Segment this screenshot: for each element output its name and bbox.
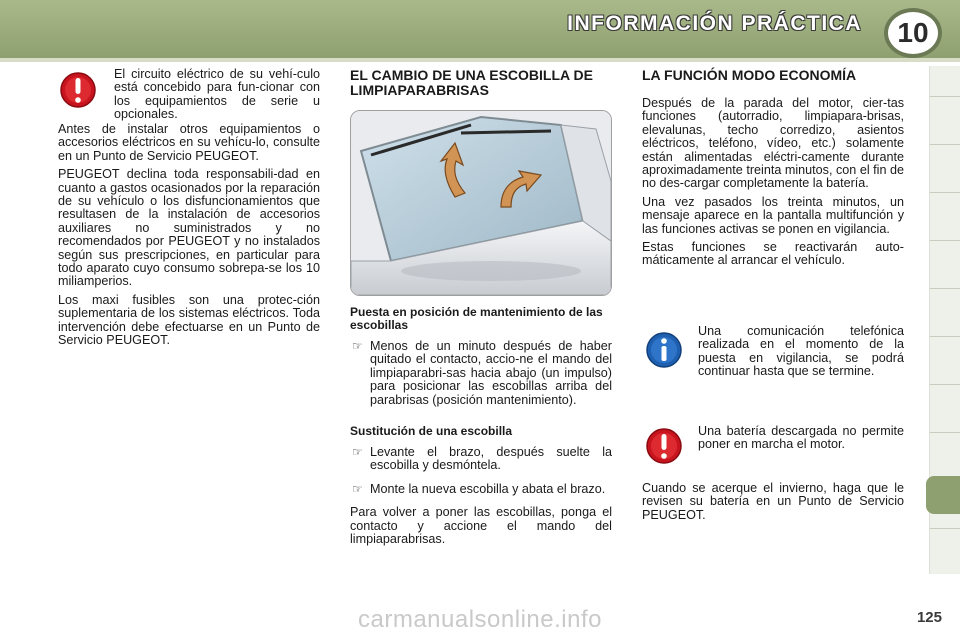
paragraph: PEUGEOT declina toda responsabili-dad en cuanto a gastos ocasionados por la reparación de su vehículo o los disfuncionamientos que resultasen de la instalación de accesorios auxiliares no suministrados y no recomendados por PEUGEOT y no instalados según sus prescripciones, en particular para todo aparato cuyo consumo sobrepa-se los 10 miliamperios. — [58, 167, 320, 289]
right-column — [642, 68, 904, 273]
battery-warning-note: Una batería descargada no permite poner en marcha el motor. — [698, 424, 904, 452]
exclamation-warning-icon — [646, 426, 682, 466]
paragraph: Cuando se acerque el invierno, haga que le revisen su batería en un Punto de Servicio PEUGEOT. — [642, 481, 904, 522]
watermark: carmanualsonline.info — [358, 606, 602, 633]
left-column — [58, 123, 320, 353]
paragraph: Una vez pasados los treinta minutos, un mensaje aparece en la pantalla multifunción y las funciones activas se ponen en vigilancia. — [642, 194, 904, 236]
pointing-finger-icon: ☞ — [352, 445, 363, 460]
chapter-number-badge: 10 — [884, 8, 942, 58]
chapter-banner — [0, 0, 960, 62]
list-item: ☞ Monte la nueva escobilla y abata el brazo. — [352, 481, 606, 496]
paragraph: Antes de instalar otros equipamientos o accesorios eléctricos en su vehícu-lo, consulte en un Punto de Servicio PEUGEOT. — [58, 122, 320, 163]
pointing-finger-icon: ☞ — [352, 339, 363, 353]
section-title: EL CAMBIO DE UNA ESCOBILLA DE LIMPIAPARABRISAS — [350, 67, 593, 98]
middle-column-body — [350, 306, 612, 551]
subsection-title: Sustitución de una escobilla — [350, 424, 513, 439]
electrical-warning-note: El circuito eléctrico de su vehí-culo está concebido para fun-cionar con los equipamientos de serie u opcionales. — [114, 67, 320, 122]
subsection-title: Puesta en posición de mantenimiento de las escobillas — [350, 305, 603, 332]
middle-column-header — [350, 68, 612, 112]
paragraph: Estas funciones se reactivarán auto-máticamente al arrancar el vehículo. — [642, 240, 904, 268]
paragraph: Después de la parada del motor, cier-tas funciones (autorradio, limpiapara-brisas, elevalunas, techo corredizo, asientos eléctricos, teléfono, vídeo, etc.) solamente están alimentadas eléctri-camente durante aproximadamente treinta minutos, con el fin de no des-cargar completamente la batería. — [642, 96, 904, 191]
chapter-title: INFORMACIÓN PRÁCTICA — [567, 12, 862, 35]
info-icon — [646, 330, 682, 370]
section-title: LA FUNCIÓN MODO ECONOMÍA — [642, 67, 857, 83]
list-item: ☞ Levante el brazo, después suelte la escobilla y desmóntela. — [352, 445, 612, 473]
page-number: 125 — [916, 609, 942, 626]
paragraph: Los maxi fusibles son una protec-ción suplementaria de los sistemas eléctricos. Toda intervención debe efectuarse en un Punto de Servicio PEUGEOT. — [58, 292, 320, 348]
active-chapter-tab[interactable] — [926, 476, 960, 514]
pointing-finger-icon: ☞ — [352, 481, 363, 496]
phone-call-info-note: Una comunicación telefónica realizada en el momento de la puesta en vigilancia, se podrá continuar hasta que se termine. — [698, 324, 904, 379]
right-column-footer — [642, 482, 904, 527]
paragraph: Para volver a poner las escobillas, ponga el contacto y accione el mando del limpiaparabrisas. — [350, 505, 612, 547]
windshield-wiper-illustration — [350, 110, 612, 296]
list-item: ☞ Menos de un minuto después de haber quitado el contacto, accio-ne el mando del limpiaparabri-sas hacia abajo (un impulso) para posicionar las escobillas arriba del parabrisas (posición mantenimiento). — [352, 339, 612, 407]
exclamation-warning-icon — [60, 70, 96, 110]
